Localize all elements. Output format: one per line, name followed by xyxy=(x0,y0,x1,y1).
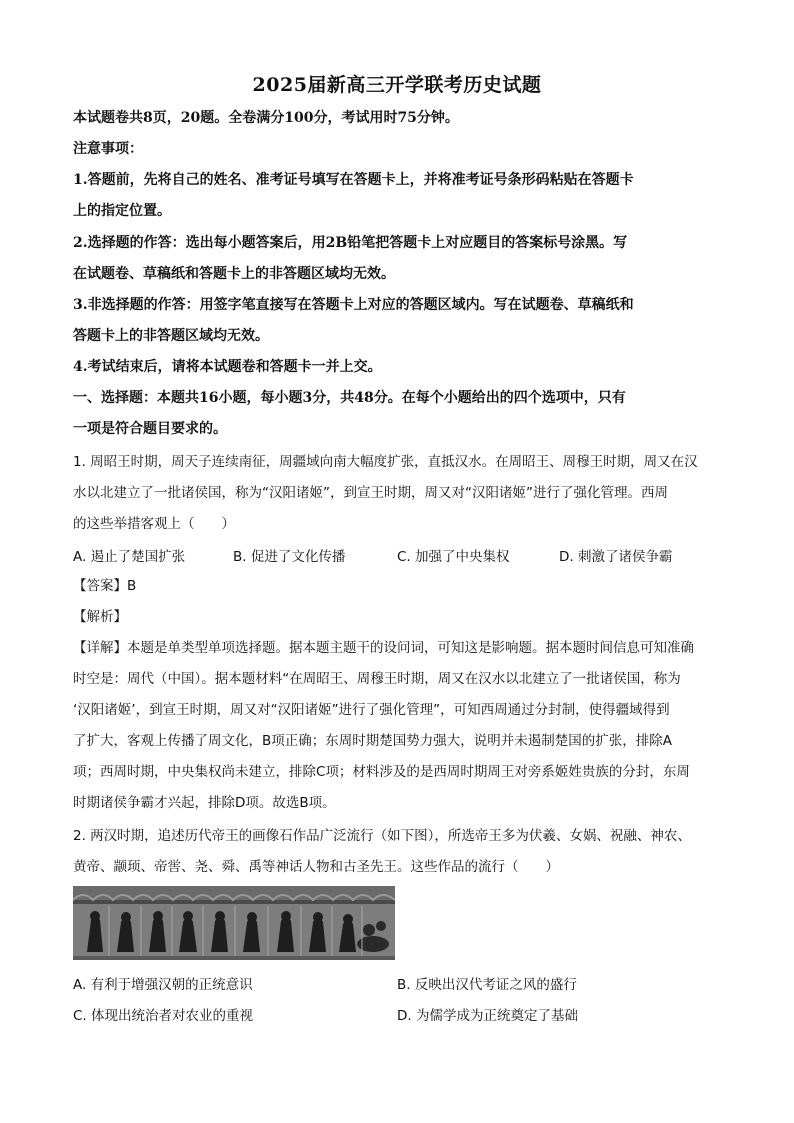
q2-stem: 2. 两汉时期，追述历代帝王的画像石作品广泛流行（如下图），所选帝王多为伏羲、女娲、祝融、神农、 xyxy=(73,828,691,844)
notice-heading: 注意事项： xyxy=(73,141,143,157)
notice-item: 3.非选择题的作答：用签字笔直接写在答题卡上对应的答题区域内。写在试题卷、草稿纸和 xyxy=(73,297,634,313)
q1-option-b: B. 促进了文化传播 xyxy=(233,549,346,565)
exam-intro: 本试题卷共8页，20题。全卷满分100分，考试用时75分钟。 xyxy=(73,110,459,126)
q1-stem: 1. 周昭王时期，周天子连续南征，周疆域向南大幅度扩张，直抵汉水。在周昭王、周穆王时期，周又在汉 xyxy=(73,454,698,470)
notice-item: 4.考试结束后，请将本试题卷和答题卡一并上交。 xyxy=(73,359,382,375)
q1-option-c: C. 加强了中央集权 xyxy=(397,549,510,565)
q1-analysis-label: 【解析】 xyxy=(73,609,127,625)
q2-stem: 黄帝、颛顼、帝喾、尧、舜、禹等神话人物和古圣先王。这些作品的流行（ ） xyxy=(73,859,559,875)
section-heading: 一、选择题：本题共16小题，每小题3分，共48分。在每个小题给出的四个选项中，只有 xyxy=(73,390,626,406)
q1-detail: 项；西周时期，中央集权尚未建立，排除C项；材料涉及的是西周时期周王对旁系姬姓贵族的分封，东周 xyxy=(73,764,690,780)
q2-option-c: C. 体现出统治者对农业的重视 xyxy=(73,1008,254,1024)
notice-item: 上的指定位置。 xyxy=(73,203,171,219)
page-title: 2025届新高三开学联考历史试题 xyxy=(252,74,542,96)
relief-figures-illustration xyxy=(73,886,395,960)
notice-item: 在试题卷、草稿纸和答题卡上的非答题区域均无效。 xyxy=(73,266,395,282)
q1-option-d: D. 刺激了诸侯争霸 xyxy=(559,549,673,565)
q1-detail: 了扩大，客观上传播了周文化，B项正确；东周时期楚国势力强大，说明并未遏制楚国的扩张，排除A xyxy=(73,733,672,749)
q1-detail: 时空是：周代（中国）。据本题材料“在周昭王、周穆王时期，周又在汉水以北建立了一批诸侯国，称为 xyxy=(73,671,681,687)
notice-item: 2.选择题的作答：选出每小题答案后，用2B铅笔把答题卡上对应题目的答案标号涂黑。写 xyxy=(73,235,628,251)
q1-detail: 时期诸侯争霸才兴起，排除D项。故选B项。 xyxy=(73,795,336,811)
q2-option-b: B. 反映出汉代考证之风的盛行 xyxy=(397,977,577,993)
q1-stem: 水以北建立了一批诸侯国，称为“汉阳诸姬”，到宣王时期，周又对“汉阳诸姬”进行了强化管理。西周 xyxy=(73,485,668,501)
notice-item: 答题卡上的非答题区域均无效。 xyxy=(73,328,269,344)
q1-answer: 【答案】B xyxy=(73,578,137,594)
q1-detail: ‘汉阳诸姬’，到宣王时期，周又对“汉阳诸姬”进行了强化管理”，可知西周通过分封制，使得疆域得到 xyxy=(73,702,670,718)
q2-option-d: D. 为儒学成为正统奠定了基础 xyxy=(397,1008,578,1024)
q1-option-a: A. 遏止了楚国扩张 xyxy=(73,549,186,565)
stone-relief-image xyxy=(73,886,395,960)
q1-stem: 的这些举措客观上（ ） xyxy=(73,516,235,532)
notice-item: 1.答题前，先将自己的姓名、准考证号填写在答题卡上，并将准考证号条形码粘贴在答题卡 xyxy=(73,172,634,188)
section-heading-cont: 一项是符合题目要求的。 xyxy=(73,421,227,437)
q1-detail: 【详解】本题是单类型单项选择题。据本题主题干的设问词，可知这是影响题。据本题时间信息可知准确 xyxy=(73,640,694,656)
q2-option-a: A. 有利于增强汉朝的正统意识 xyxy=(73,977,253,993)
